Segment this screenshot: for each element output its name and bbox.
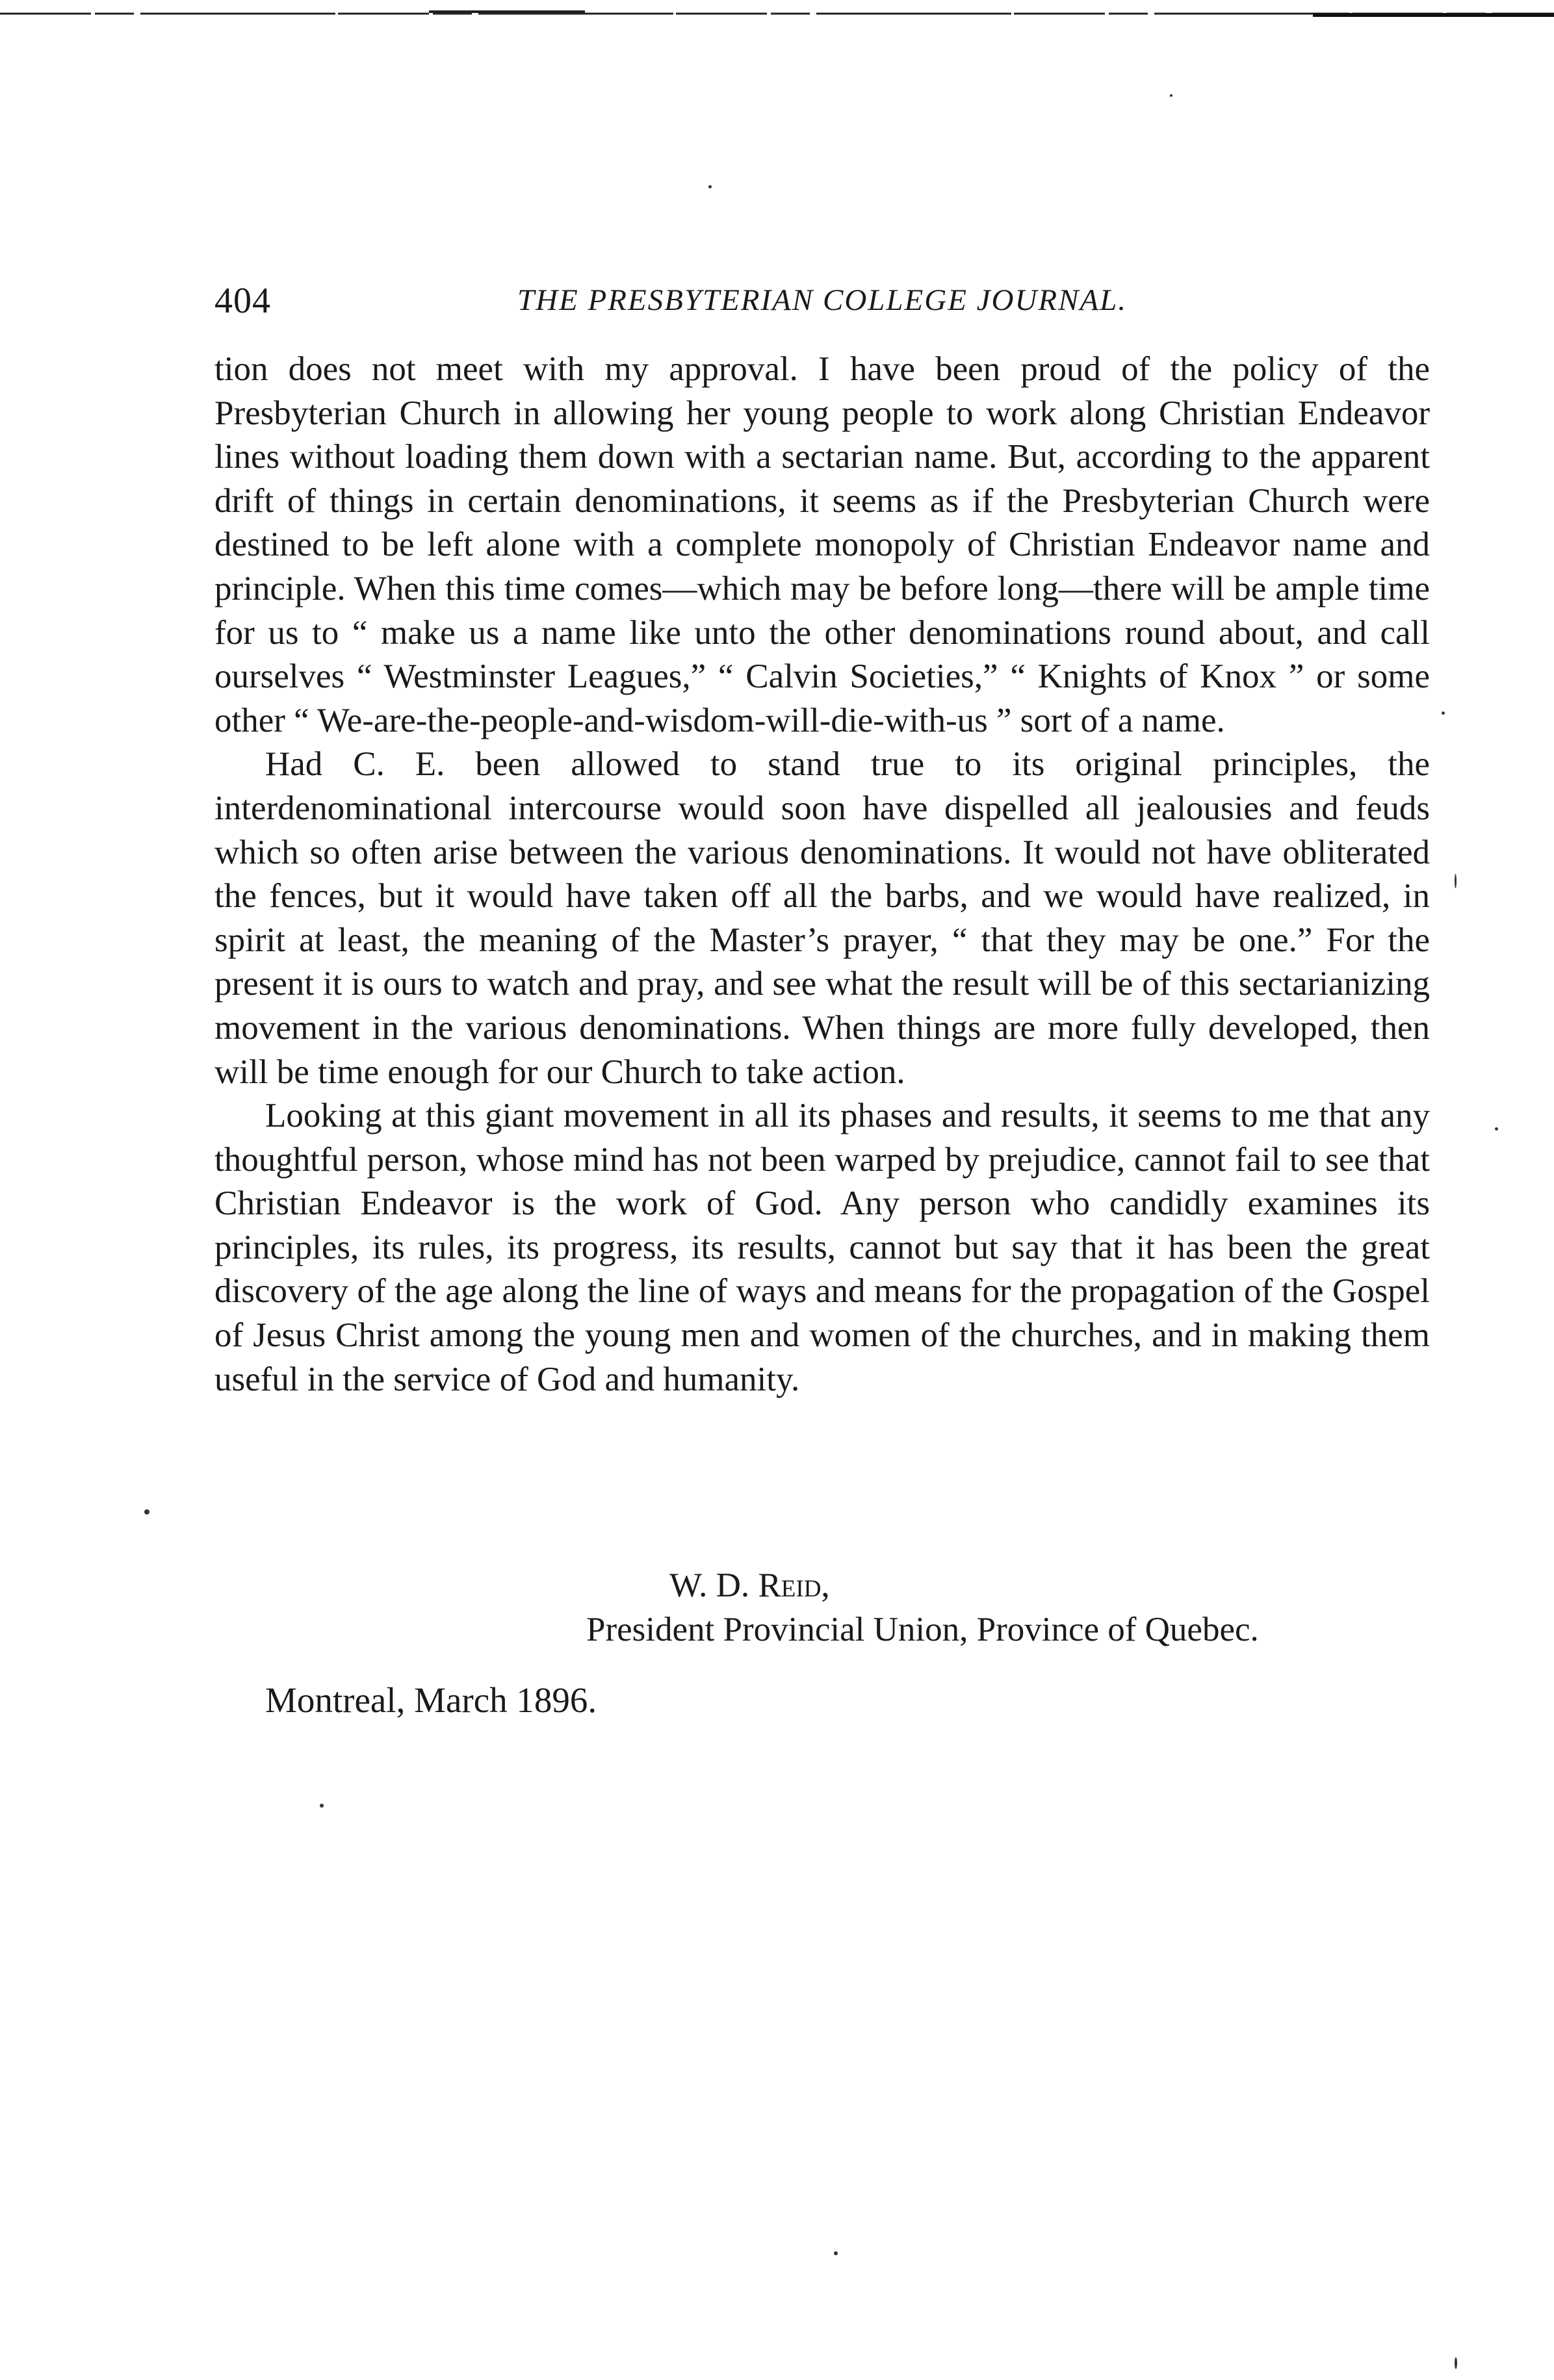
scan-speck [1455, 874, 1457, 888]
paragraph-c-e-principles: Had C. E. been allowed to stand true to its original principles, the interdenominational intercourse would soon have dispelled all jealousies and feuds which so often arise between the various denominations. It would not have obliterated the fences, but it would have taken off all the barbs, and we would have realized, in spirit at least, the meaning of the Master’s prayer, “ that they may be one.” For the present it is ours to watch and pray, and see what the result will be of this sectarianizing movement in the various denominations. When things are more fully developed, then will be time enough for our Church to take action. [214, 745, 1430, 1091]
scan-speck [1442, 711, 1445, 715]
scan-speck [1495, 1127, 1498, 1131]
scan-speck [1455, 2357, 1457, 2369]
signature-title: President Provincial Union, Province of Quebec. [586, 1611, 1259, 1648]
scan-speck [708, 185, 712, 188]
signature-surname: Reid, [758, 1567, 830, 1604]
paragraph-conclusion: Looking at this giant movement in all its phases and results, it seems to me that any thoughtful person, whose mind has not been warped by prejudice, cannot fail to see that Christian Endeavor is the work of God. Any person who candidly examines its principles, its rules, its progress, its results, cannot but say that it has been the great discovery of the age along the line of ways and means for the propagation of the Gospel of Jesus Christ among the young men and women of the churches, and in making them useful in the service of God and humanity. [214, 1097, 1430, 1398]
page-header [0, 270, 1554, 322]
signature-name [669, 1566, 830, 1605]
scan-speck [1170, 94, 1172, 97]
running-title: THE PRESBYTERIAN COLLEGE JOURNAL. [517, 283, 1128, 317]
top-rule [0, 9, 1554, 18]
page-number: 404 [214, 281, 271, 321]
scan-speck [320, 1804, 324, 1808]
scan-speck [834, 2251, 838, 2255]
signature-initials: W. D. [669, 1567, 750, 1604]
dateline: Montreal, March 1896. [265, 1680, 597, 1720]
scan-speck [144, 1509, 149, 1515]
paragraph-continued: tion does not meet with my approval. I have been proud of the policy of the Presbyterian Church in allowing her young people to work along Christian Endeavor lines without loading them down with a sectarian name. But, according to the apparent drift of things in certain denominations, it seems as if the Presbyterian Church were destined to be left alone with a complete monopoly of Christian Endeavor name and principle. When this time comes—which may be before long—there will be ample time for us to “ make us a name like unto the other denominations round about, and call ourselves “ Westminster Leagues,” “ Calvin Societies,” “ Knights of Knox ” or some other “ We-are-the-people-and-wisdom-will-die-with-us ” sort of a name. [214, 350, 1430, 739]
article-body [214, 348, 1430, 1401]
